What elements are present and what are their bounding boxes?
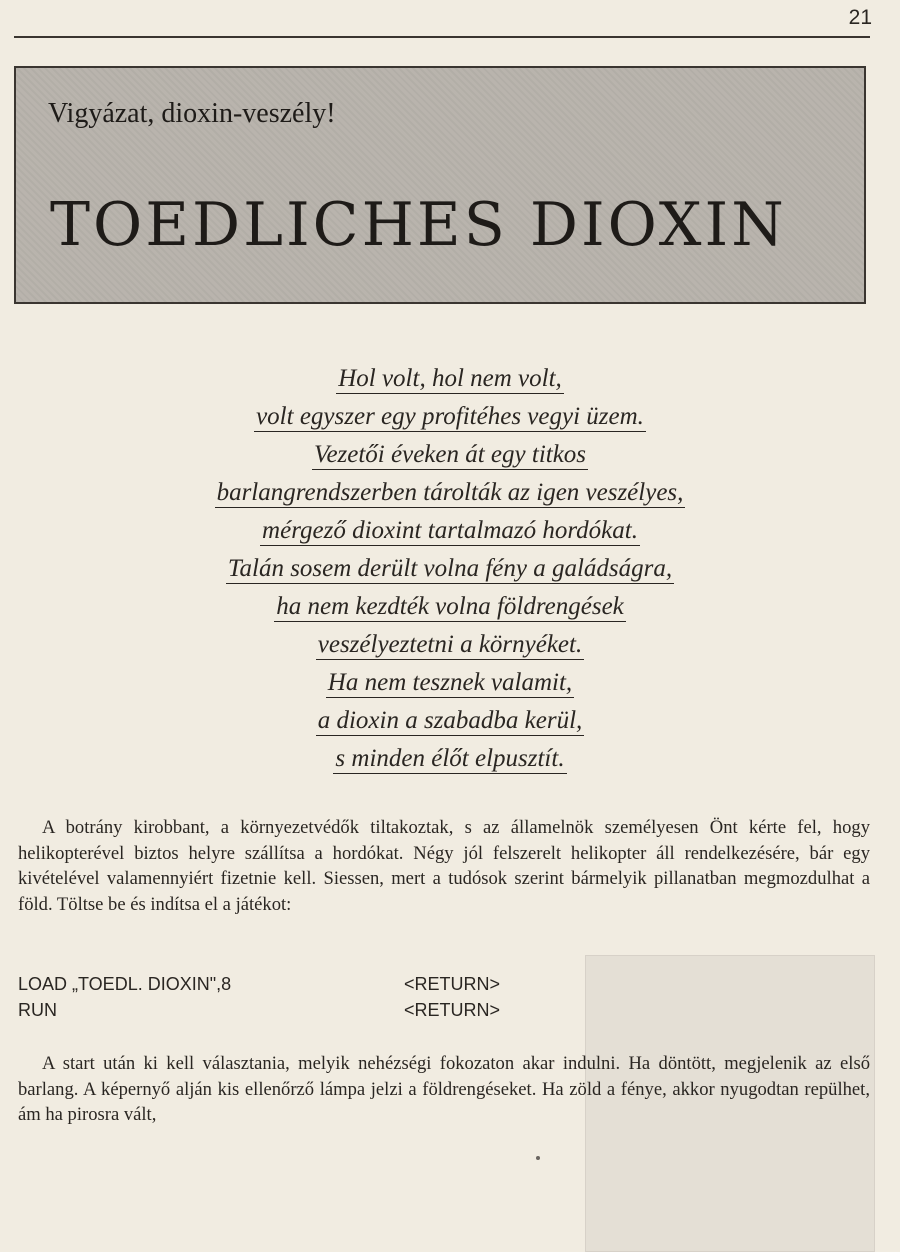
body-paragraph-1 [18,815,870,917]
poem-line: volt egyszer egy profitéhes vegyi üzem. [256,403,644,430]
poem-line: Vezetői éveken át egy titkos [313,441,587,468]
header-rule [14,36,870,38]
poem-line: a dioxin a szabadba kerül, [317,707,583,734]
poem-line: Talán sosem derült volna fény a galádságra, [227,555,673,582]
intro-poem [0,365,900,783]
poem-line: veszélyeztetni a környéket. [317,631,583,658]
poem-line: barlangrendszerben tárolták az igen veszélyes, [216,479,684,506]
poem-line: Ha nem tesznek valamit, [327,669,573,696]
body-paragraph-2 [18,1051,870,1128]
page-number: 21 [848,6,872,29]
paragraph-text: A start után ki kell választania, melyik nehézségi fokozaton akar indulni. Ha döntött, megjelenik az első barlang. A képernyő alján kis ellenőrző lámpa jelzi a földrengéseket. Ha zöld a fénye, akkor nyugodtan repülhet, ám ha pirosra vált, [18,1053,870,1125]
command-text: LOAD „TOEDL. DIOXIN",8 [18,974,232,994]
command-line [18,971,618,997]
load-instructions [18,971,618,1023]
poem-line: Hol volt, hol nem volt, [338,365,562,392]
article-subtitle: Vigyázat, dioxin-veszély! [48,98,336,129]
command-key: <RETURN> [404,1000,501,1020]
article-title: TOEDLICHES DIOXIN [50,190,787,260]
poem-line: mérgező dioxint tartalmazó hordókat. [262,517,638,544]
command-text: RUN [18,1000,57,1020]
poem-line: s minden élőt elpusztít. [335,745,565,772]
title-box [14,66,866,304]
paragraph-text: A botrány kirobbant, a környezetvédők tiltakoztak, s az államelnök személyesen Önt kérte fel, hogy helikopterével biztos helyre szállítsa a hordókat. Négy jól felszerelt helikopter áll rendelkezésére, bár egy kivételével valamennyiért fizetnie kell. Siessen, mert a tudósok szerint bármelyik pillanatban megmozdulhat a föld. Töltse be és indítsa el a játékot: [18,817,870,915]
command-key: <RETURN> [404,974,501,994]
command-line [18,997,618,1023]
speck [536,1156,540,1160]
poem-line: ha nem kezdték volna földrengések [276,593,624,620]
